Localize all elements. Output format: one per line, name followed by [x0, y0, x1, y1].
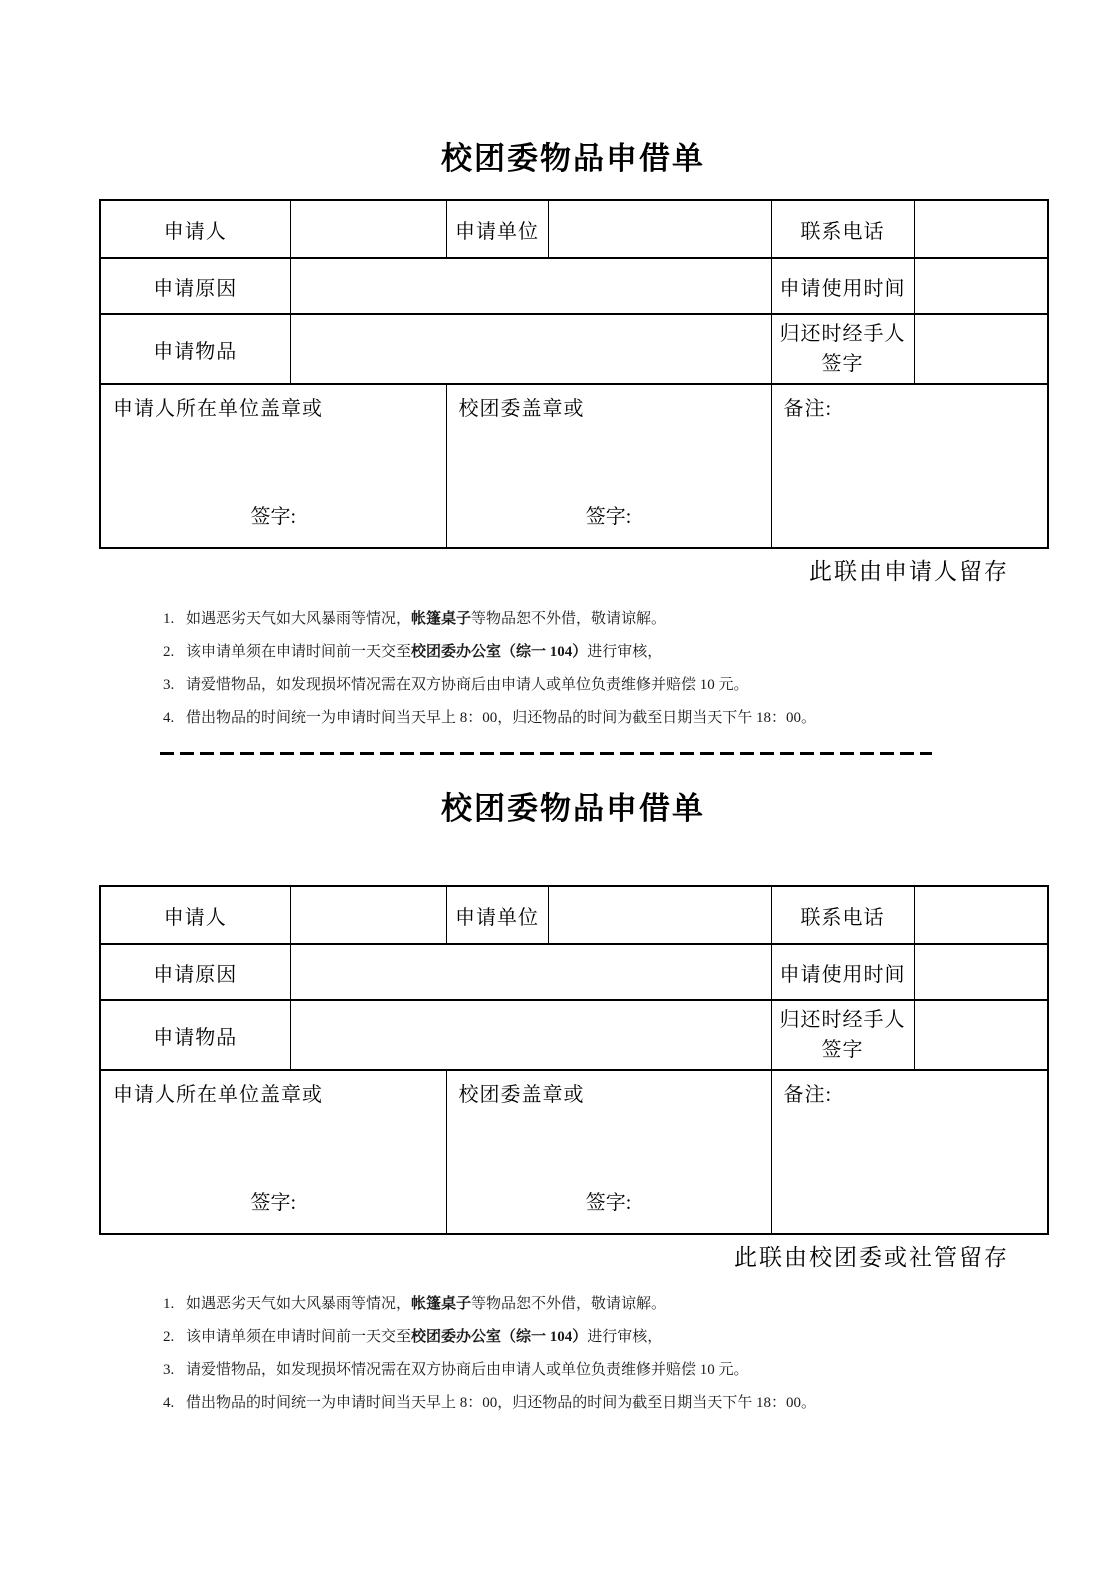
remarks-cell [771, 1070, 1048, 1234]
applicant-value-cell [290, 200, 446, 258]
note-text: 进行审核， [587, 1329, 663, 1345]
note-number: 1. [163, 1296, 175, 1312]
note-line-3 [163, 669, 1033, 702]
borrow-form-table [99, 885, 1049, 1235]
note-text: 如遇恶劣天气如大风暴雨等情况， [186, 1296, 412, 1312]
reason-value-cell [290, 258, 771, 314]
note-line-4 [163, 702, 1033, 735]
return-handler-label [771, 1000, 914, 1070]
keep-note: 此联由申请人留存 [809, 559, 1009, 584]
table-row [100, 258, 1048, 314]
unit-stamp-cell [100, 1070, 446, 1234]
reason-value-cell [290, 944, 771, 1000]
note-line-2 [163, 636, 1033, 669]
note-text-bold: 校团委办公室（综一 104） [411, 1329, 588, 1345]
remarks-label: 备注: [783, 398, 833, 420]
return-handler-label-line1: 归还时经手人 [779, 1009, 906, 1031]
note-text: 等物品恕不外借，敬请谅解。 [471, 1296, 667, 1312]
table-row [100, 886, 1048, 944]
keep-note: 此联由校团委或社管留存 [734, 1245, 1009, 1270]
unit-signature-label: 签字: [250, 1192, 297, 1214]
applicant-unit-value-cell [548, 886, 771, 944]
committee-signature-label: 签字: [585, 506, 632, 528]
note-line-1 [163, 603, 1033, 636]
committee-stamp-label: 校团委盖章或 [458, 398, 585, 420]
committee-stamp-cell [446, 384, 771, 548]
note-text: 借出物品的时间统一为申请时间当天早上 8：00，归还物品的时间为截至日期当天下午 18：00。 [186, 710, 817, 726]
note-text: 如遇恶劣天气如大风暴雨等情况， [186, 611, 412, 627]
note-line-4 [163, 1387, 1033, 1420]
applicant-label: 申请人 [100, 886, 290, 944]
table-row [100, 1070, 1048, 1234]
table-row [100, 314, 1048, 384]
form-title: 校团委物品申借单 [441, 791, 705, 826]
note-number: 1. [163, 611, 175, 627]
note-text: 请爱惜物品，如发现损坏情况需在双方协商后由申请人或单位负责维修并赔偿 10 元。 [186, 677, 749, 693]
committee-signature-label: 签字: [585, 1192, 632, 1214]
cut-line-separator [160, 752, 932, 755]
unit-stamp-label: 申请人所在单位盖章或 [113, 398, 323, 420]
unit-stamp-cell [100, 384, 446, 548]
note-number: 2. [163, 644, 175, 660]
return-handler-label-line2: 签字 [821, 353, 864, 375]
use-time-label: 申请使用时间 [771, 944, 914, 1000]
unit-stamp-label: 申请人所在单位盖章或 [113, 1084, 323, 1106]
table-row [100, 384, 1048, 548]
note-text-bold: 帐篷桌子 [411, 1296, 472, 1312]
contact-phone-label: 联系电话 [771, 886, 914, 944]
note-line-1 [163, 1288, 1033, 1321]
borrow-form-table [99, 199, 1049, 549]
return-handler-label-line2: 签字 [821, 1039, 864, 1061]
use-time-value-cell [914, 258, 1048, 314]
use-time-label: 申请使用时间 [771, 258, 914, 314]
return-handler-value-cell [914, 314, 1048, 384]
note-line-3 [163, 1354, 1033, 1387]
note-number: 2. [163, 1329, 175, 1345]
applicant-label: 申请人 [100, 200, 290, 258]
note-text: 进行审核， [587, 644, 663, 660]
unit-signature-label: 签字: [250, 506, 297, 528]
items-value-cell [290, 1000, 771, 1070]
note-text: 请爱惜物品，如发现损坏情况需在双方协商后由申请人或单位负责维修并赔偿 10 元。 [186, 1362, 749, 1378]
contact-phone-label: 联系电话 [771, 200, 914, 258]
applicant-unit-label: 申请单位 [446, 200, 548, 258]
table-row [100, 200, 1048, 258]
contact-phone-value-cell [914, 886, 1048, 944]
note-text: 该申请单须在申请时间前一天交至 [186, 1329, 412, 1345]
note-number: 3. [163, 677, 175, 693]
items-label: 申请物品 [100, 1000, 290, 1070]
applicant-unit-label: 申请单位 [446, 886, 548, 944]
use-time-value-cell [914, 944, 1048, 1000]
note-line-2 [163, 1321, 1033, 1354]
applicant-value-cell [290, 886, 446, 944]
committee-stamp-cell [446, 1070, 771, 1234]
return-handler-value-cell [914, 1000, 1048, 1070]
form-notes [163, 1288, 1033, 1420]
reason-label: 申请原因 [100, 258, 290, 314]
applicant-unit-value-cell [548, 200, 771, 258]
table-row [100, 944, 1048, 1000]
note-text-bold: 校团委办公室（综一 104） [411, 644, 588, 660]
note-number: 4. [163, 710, 175, 726]
return-handler-label-line1: 归还时经手人 [779, 323, 906, 345]
note-text-bold: 帐篷桌子 [411, 611, 472, 627]
note-text: 借出物品的时间统一为申请时间当天早上 8：00，归还物品的时间为截至日期当天下午 18：00。 [186, 1395, 817, 1411]
items-label: 申请物品 [100, 314, 290, 384]
note-text: 等物品恕不外借，敬请谅解。 [471, 611, 667, 627]
reason-label: 申请原因 [100, 944, 290, 1000]
remarks-label: 备注: [783, 1084, 833, 1106]
items-value-cell [290, 314, 771, 384]
table-row [100, 1000, 1048, 1070]
note-number: 3. [163, 1362, 175, 1378]
form-title: 校团委物品申借单 [441, 141, 705, 176]
note-text: 该申请单须在申请时间前一天交至 [186, 644, 412, 660]
contact-phone-value-cell [914, 200, 1048, 258]
remarks-cell [771, 384, 1048, 548]
form-notes [163, 603, 1033, 735]
return-handler-label [771, 314, 914, 384]
committee-stamp-label: 校团委盖章或 [458, 1084, 585, 1106]
note-number: 4. [163, 1395, 175, 1411]
